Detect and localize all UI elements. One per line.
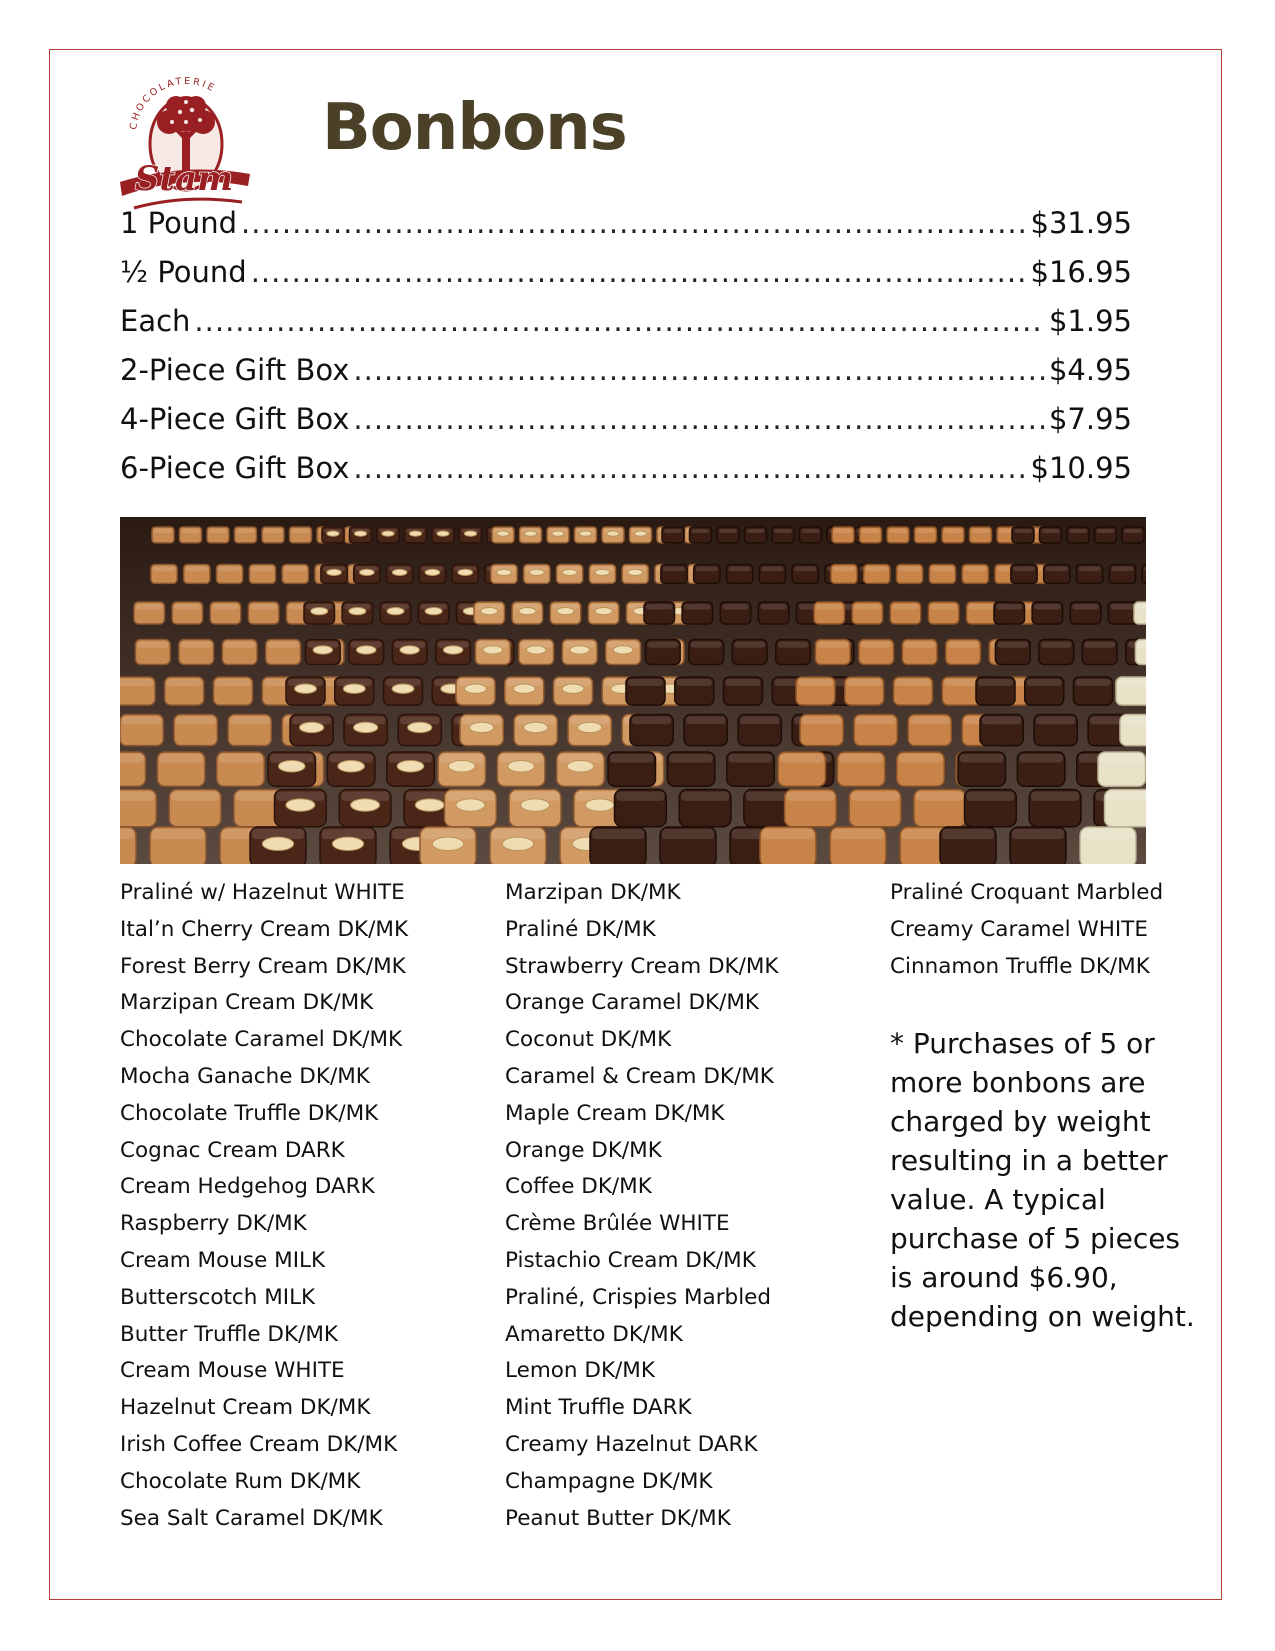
flavor-item: Creamy Caramel WHITE — [890, 916, 1148, 942]
logo-script-text: Stam — [134, 159, 234, 199]
price-label: Each — [120, 304, 191, 338]
price-row — [120, 353, 1132, 402]
dot-leader — [353, 402, 1045, 436]
flavor-column-3 — [890, 875, 1163, 985]
price-value: $16.95 — [1030, 255, 1132, 289]
flavor-item: Chocolate Caramel DK/MK — [120, 1027, 403, 1053]
flavor-item: Marzipan DK/MK — [505, 880, 681, 905]
logo-arc-text: CHOCOLATERIE — [128, 75, 218, 131]
flavor-item: Amaretto DK/MK — [505, 1321, 683, 1347]
flavor-item: Hazelnut Cream DK/MK — [120, 1395, 371, 1421]
flavor-item: Coffee DK/MK — [505, 1174, 652, 1200]
flavor-item: Mocha Ganache DK/MK — [120, 1063, 370, 1089]
bonbons-photo — [120, 517, 1146, 864]
price-value: $10.95 — [1030, 451, 1132, 485]
flavor-item: Orange Caramel DK/MK — [505, 990, 760, 1016]
flavor-item: Mint Truffle DARK — [505, 1395, 692, 1421]
flavor-item: Cinnamon Truffle DK/MK — [890, 953, 1150, 979]
flavor-item: Praliné Croquant Marbled — [890, 880, 1164, 905]
dot-leader — [353, 451, 1026, 485]
flavor-item: Ital’n Cherry Cream DK/MK — [120, 916, 409, 942]
flavor-item: Butterscotch MILK — [120, 1284, 316, 1310]
pricing-note: * Purchases of 5 or more bonbons are charged by weight resulting in a better value. A typical purchase of 5 pieces is around $6.90, depending on weight. — [890, 1027, 1195, 1333]
flavor-column-2 — [505, 875, 779, 1537]
flavor-item: Maple Cream DK/MK — [505, 1100, 725, 1126]
price-label: 1 Pound — [120, 206, 238, 240]
flavor-item: Cream Mouse WHITE — [120, 1358, 345, 1384]
price-row — [120, 402, 1132, 451]
flavor-item: Butter Truffle DK/MK — [120, 1321, 338, 1347]
price-label: ½ Pound — [120, 255, 247, 289]
price-row — [120, 206, 1132, 255]
flavor-item: Strawberry Cream DK/MK — [505, 953, 779, 979]
dot-leader — [353, 353, 1045, 387]
flavor-item: Cream Mouse MILK — [120, 1247, 326, 1273]
flavor-item: Orange DK/MK — [505, 1137, 662, 1163]
price-value: $31.95 — [1030, 206, 1132, 240]
chocolaterie-stam-logo — [114, 62, 254, 217]
price-label: 4-Piece Gift Box — [120, 402, 350, 436]
price-value: $4.95 — [1048, 353, 1132, 387]
price-value: $7.95 — [1048, 402, 1132, 436]
flavor-item: Raspberry DK/MK — [120, 1211, 307, 1237]
price-row — [120, 451, 1132, 500]
flavor-item: Lemon DK/MK — [505, 1358, 655, 1384]
flavor-item: Sea Salt Caramel DK/MK — [120, 1505, 383, 1531]
flavor-item: Champagne DK/MK — [505, 1468, 713, 1494]
page-title: Bonbons — [322, 91, 627, 165]
flavor-item: Creamy Hazelnut DARK — [505, 1431, 758, 1457]
flavor-item: Praliné w/ Hazelnut WHITE — [120, 880, 405, 905]
flavor-item: Cognac Cream DARK — [120, 1137, 345, 1163]
flavor-item: Coconut DK/MK — [505, 1027, 672, 1053]
price-row — [120, 255, 1132, 304]
dot-leader — [241, 206, 1026, 240]
flavor-item: Marzipan Cream DK/MK — [120, 990, 374, 1016]
flavor-item: Chocolate Rum DK/MK — [120, 1468, 361, 1494]
flavor-item: Praliné, Crispies Marbled — [505, 1284, 772, 1310]
flavor-item: Irish Coffee Cream DK/MK — [120, 1431, 398, 1457]
flavor-item: Praliné DK/MK — [505, 916, 656, 942]
flavor-item: Caramel & Cream DK/MK — [505, 1063, 774, 1089]
flavor-item: Pistachio Cream DK/MK — [505, 1247, 756, 1273]
price-label: 2-Piece Gift Box — [120, 353, 350, 387]
flavor-item: Cream Hedgehog DARK — [120, 1174, 375, 1200]
price-label: 6-Piece Gift Box — [120, 451, 350, 485]
logo-graphic — [114, 62, 254, 217]
flavor-item: Chocolate Truffle DK/MK — [120, 1100, 379, 1126]
flavor-item: Peanut Butter DK/MK — [505, 1505, 731, 1531]
flavor-column-1 — [120, 875, 408, 1537]
price-value: $1.95 — [1048, 304, 1132, 338]
dot-leader — [251, 255, 1027, 289]
bonbons-photo-illustration — [120, 517, 1146, 864]
dot-leader — [194, 304, 1045, 338]
flavor-item: Crème Brûlée WHITE — [505, 1211, 730, 1237]
price-list — [120, 206, 1132, 500]
price-row — [120, 304, 1132, 353]
flavor-item: Forest Berry Cream DK/MK — [120, 953, 406, 979]
